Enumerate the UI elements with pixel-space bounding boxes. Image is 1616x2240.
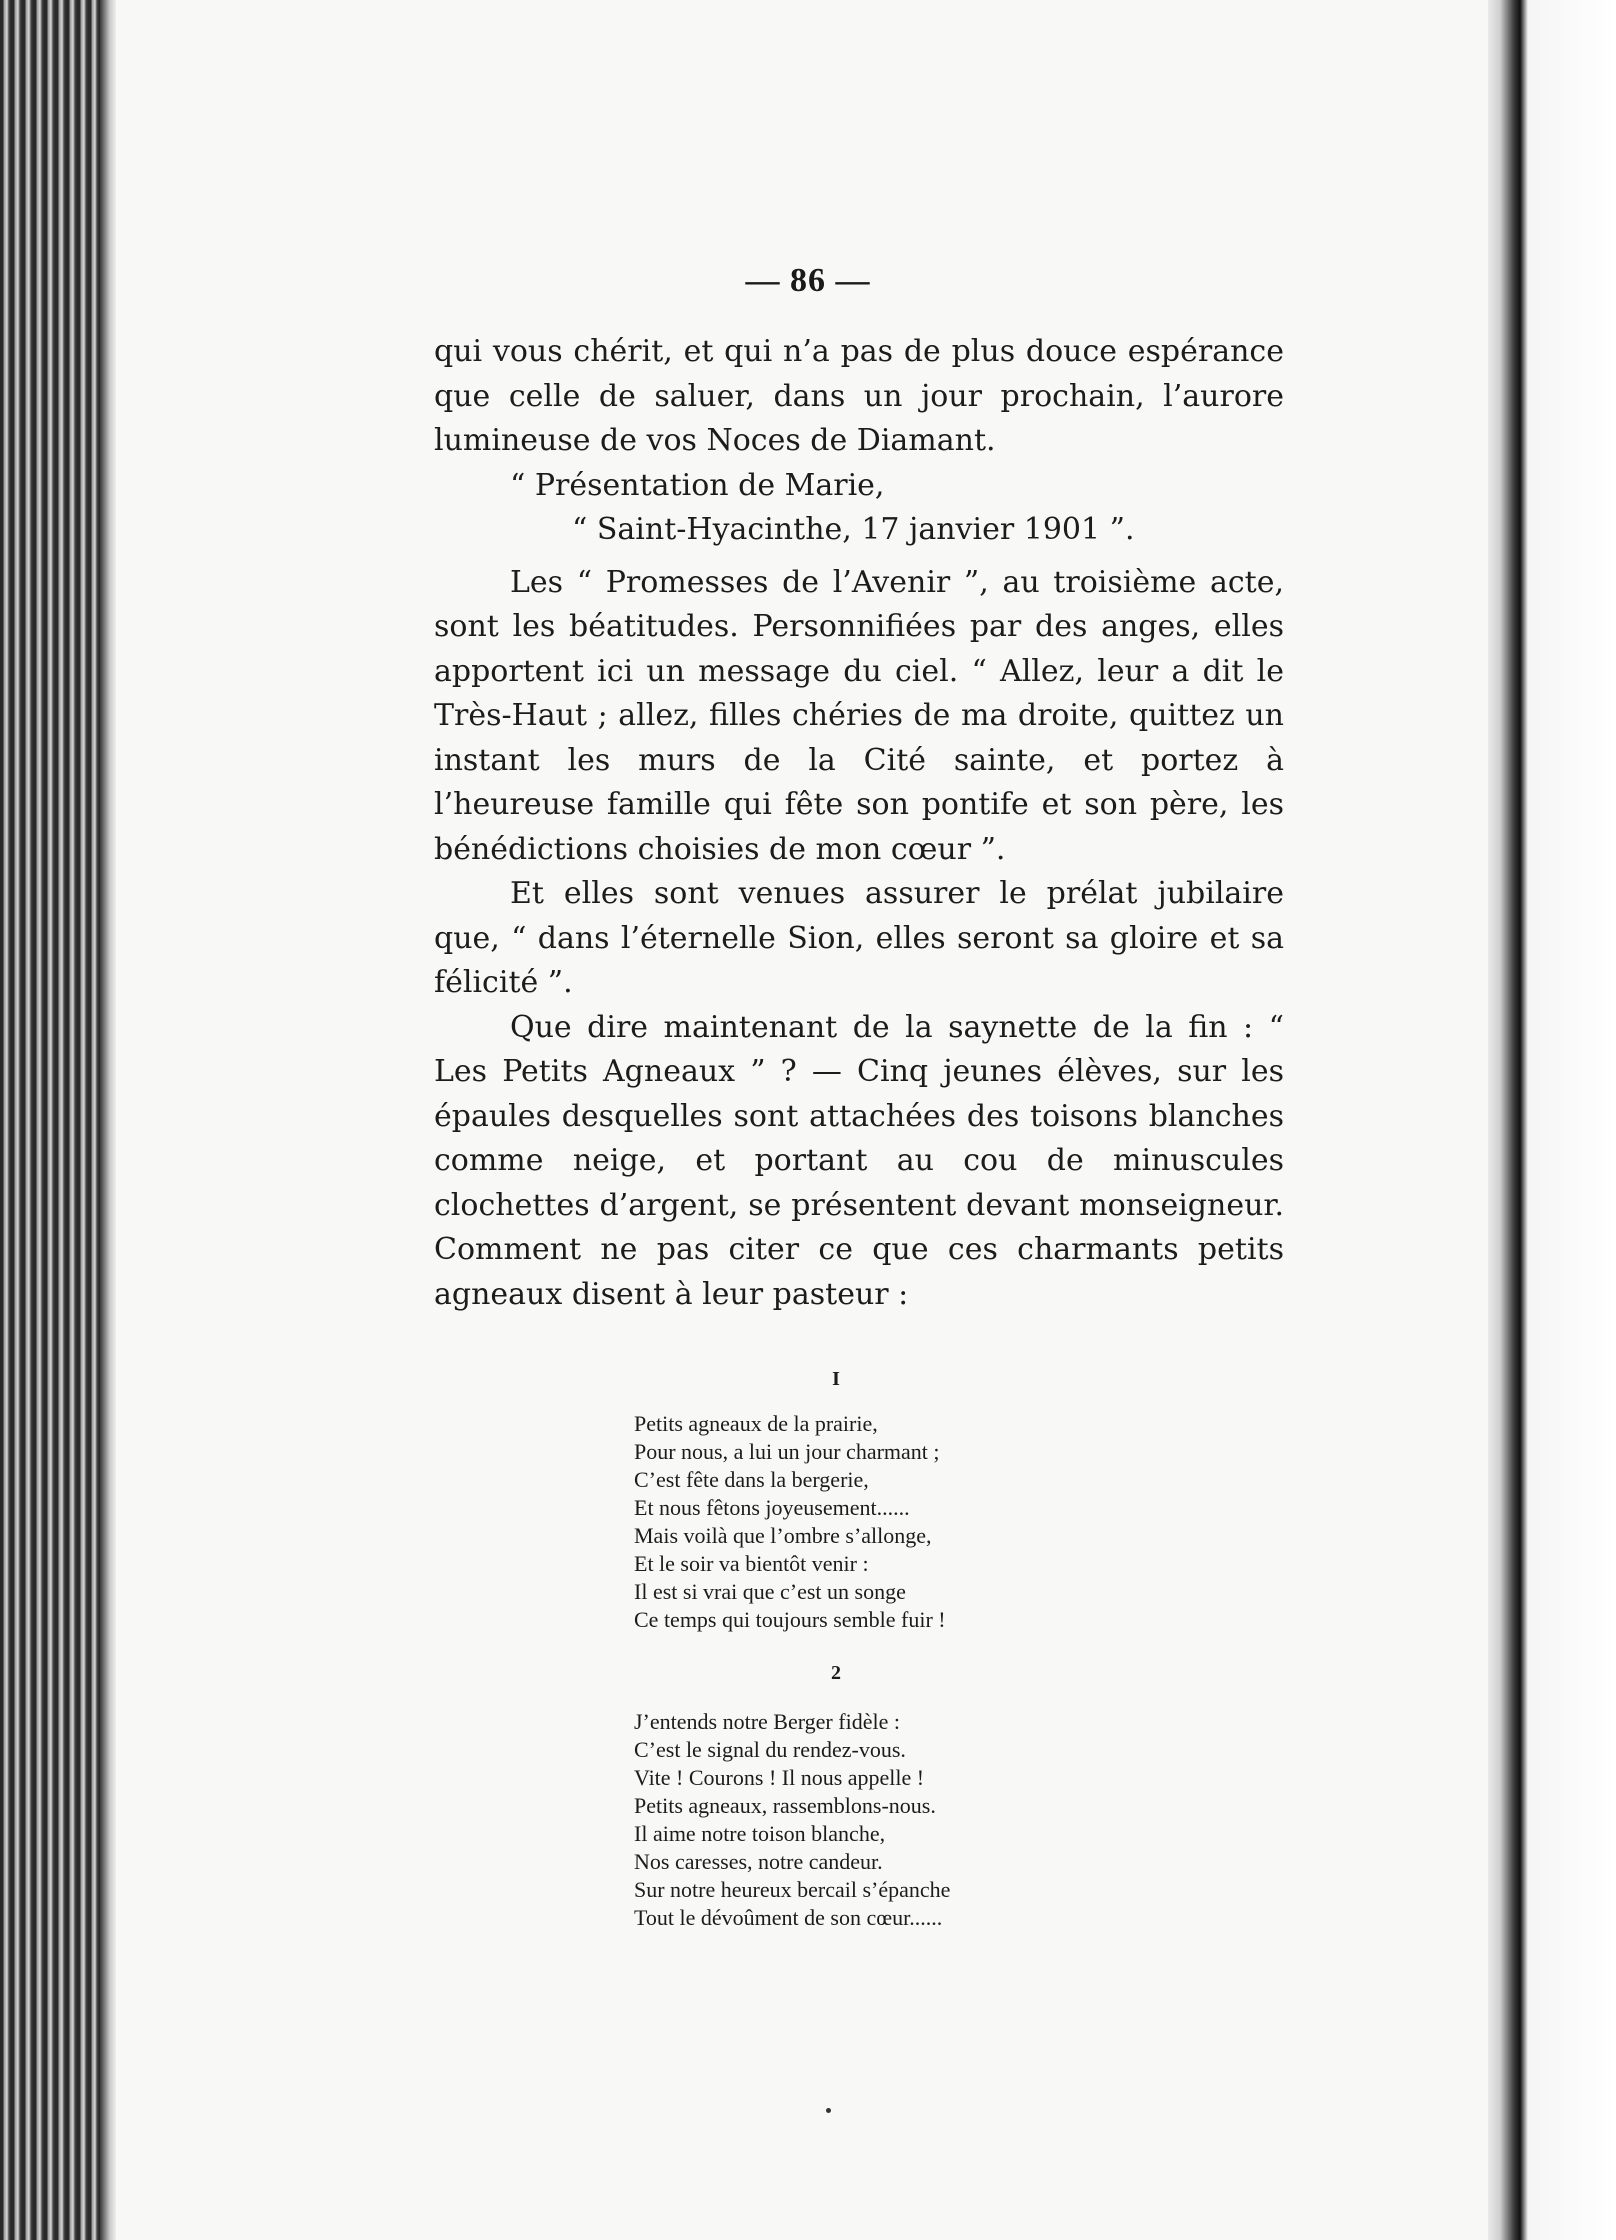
signature-line-1: “ Présentation de Marie,	[510, 467, 885, 503]
paragraph-2: Les “ Promesses de l’Avenir ”, au troisième acte, sont les béatitudes. Personnifiées par des anges, elles apportent ici un message du ciel. “ Allez, leur a dit le Très-Haut ; allez, filles chéries de ma droite, quittez un instant les murs de la Cité sainte, et portez à l’heureuse famille qui fête son pontife et son père, les bénédictions choisies de mon cœur ”.	[434, 564, 1284, 867]
verse-line: Et nous fêtons joyeusement......	[634, 1495, 910, 1520]
verse-line: Il aime notre toison blanche,	[634, 1821, 886, 1846]
stanza-2-number: 2	[831, 1662, 841, 1684]
verse-line: Mais voilà que l’ombre s’allonge,	[634, 1523, 932, 1548]
verse-line: Petits agneaux de la prairie,	[634, 1411, 878, 1436]
verse-line: C’est le signal du rendez-vous.	[634, 1737, 906, 1762]
book-gutter	[100, 0, 116, 2240]
verse-line: Et le soir va bientôt venir :	[634, 1551, 869, 1576]
book-left-edge	[0, 0, 112, 2240]
verse-line: Il est si vrai que c’est un songe	[634, 1579, 906, 1604]
verse-line: Ce temps qui toujours semble fuir !	[634, 1607, 946, 1632]
verse-line: Tout le dévoûment de son cœur......	[634, 1905, 943, 1930]
verse-line: Pour nous, a lui un jour charmant ;	[634, 1439, 940, 1464]
verse-line: Petits agneaux, rassemblons-nous.	[634, 1793, 936, 1818]
signature-line-2: “ Saint-Hyacinthe, 17 janvier 1901 ”.	[572, 512, 1135, 547]
body-text	[434, 330, 1284, 1317]
page-number: — 86 —	[745, 262, 871, 299]
paragraph-3: Et elles sont venues assurer le prélat jubilaire que, “ dans l’éternelle Sion, elles seront sa gloire et sa félicité ”.	[434, 876, 1284, 1000]
paragraph-1: qui vous chérit, et qui n’a pas de plus douce espérance que celle de saluer, dans un jour prochain, l’aurore lumineuse de vos Noces de Diamant.	[434, 334, 1284, 458]
verse-line: Nos caresses, notre candeur.	[634, 1849, 883, 1874]
verse-line: C’est fête dans la bergerie,	[634, 1467, 869, 1492]
book-right-edge	[1488, 0, 1616, 2240]
stanza-2	[634, 1708, 950, 1932]
stanza-1-number: I	[832, 1368, 840, 1390]
verse-line: J’entends notre Berger fidèle :	[634, 1709, 900, 1734]
print-speck	[826, 2108, 831, 2113]
paragraph-4: Que dire maintenant de la saynette de la fin : “ Les Petits Agneaux ” ? — Cinq jeunes élèves, sur les épaules desquelles sont attachées des toisons blanches comme neige, et portant au cou de minuscules clochettes d’argent, se présentent devant monseigneur. Comment ne pas citer ce que ces charmants petits agneaux disent à leur pasteur :	[434, 1009, 1284, 1312]
verse-line: Vite ! Courons ! Il nous appelle !	[634, 1765, 925, 1790]
stanza-1	[634, 1410, 946, 1634]
verse-line: Sur notre heureux bercail s’épanche	[634, 1877, 951, 1902]
